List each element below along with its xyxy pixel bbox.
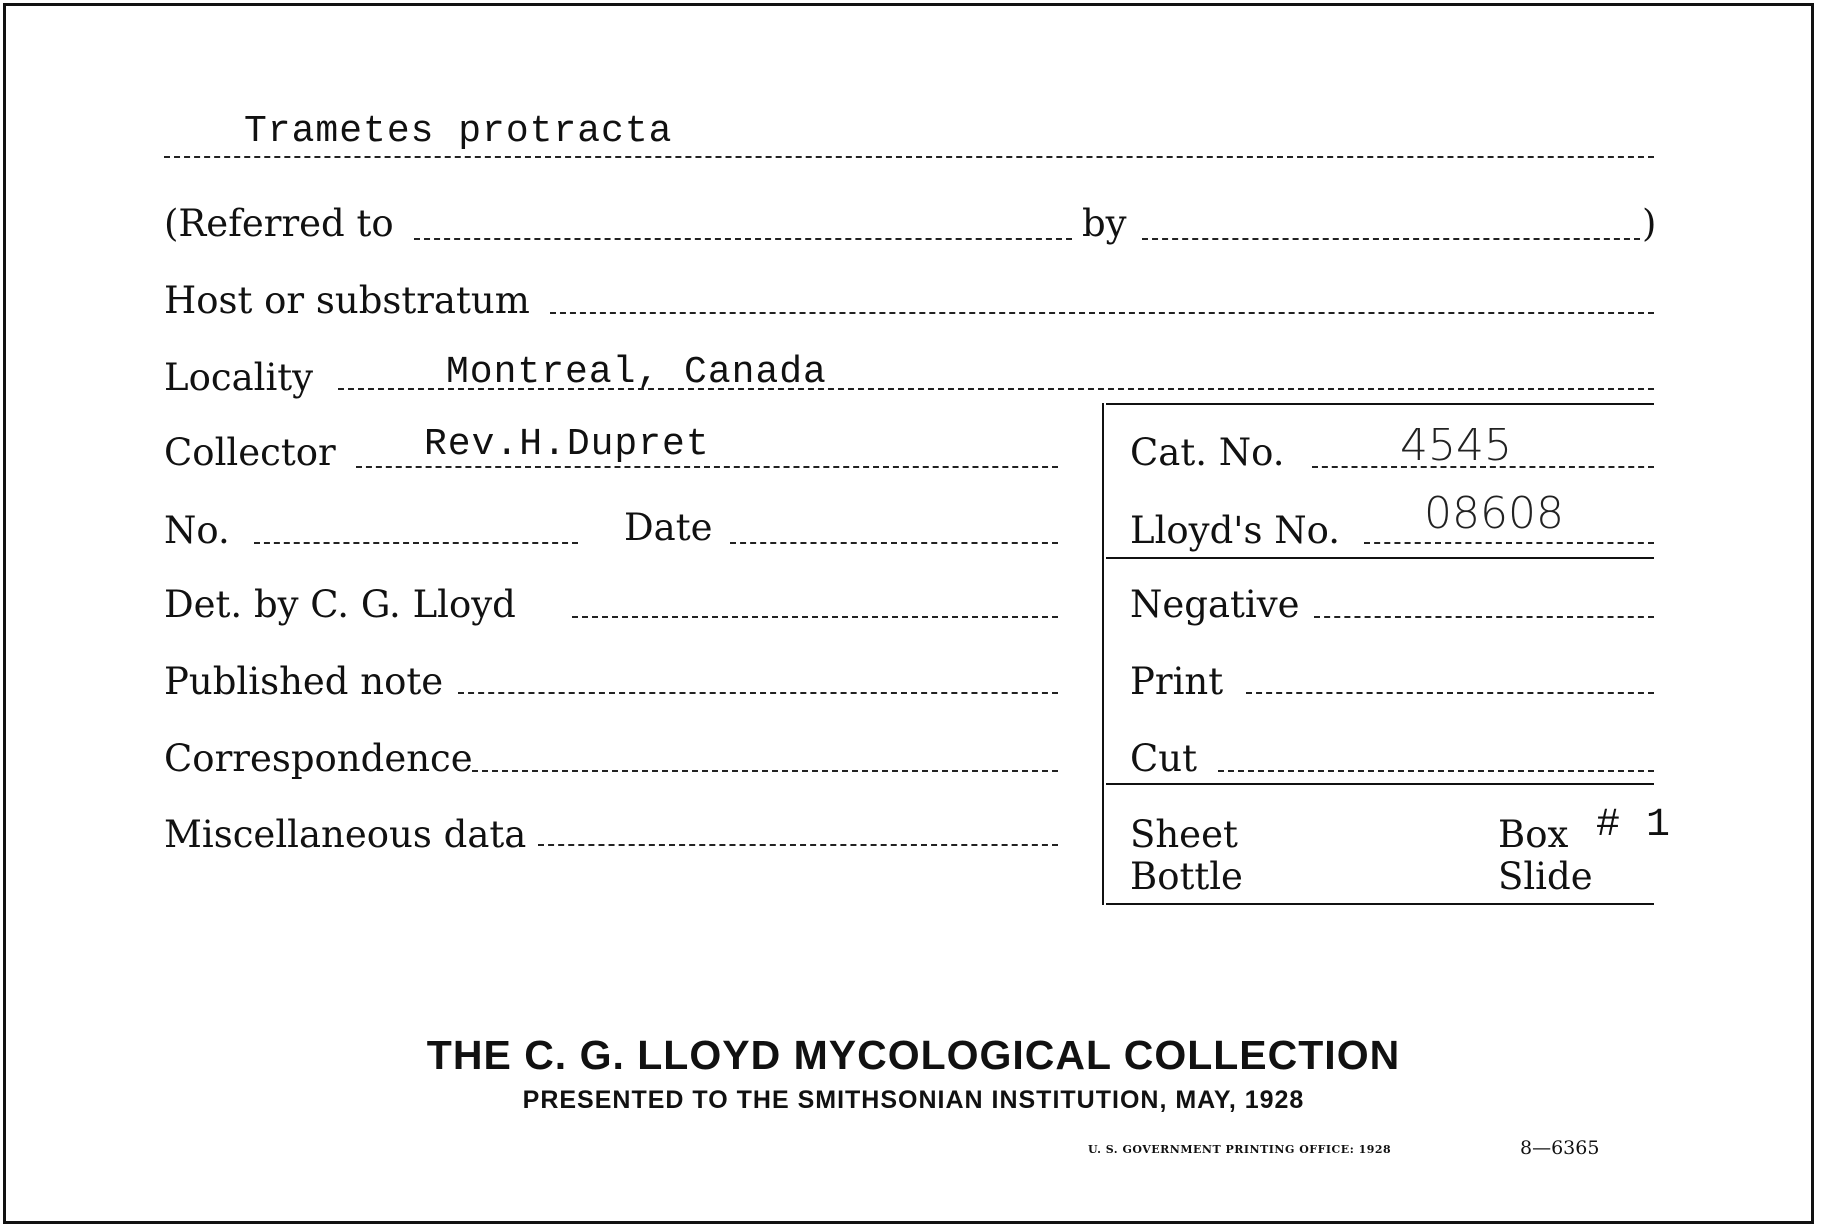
- negative-label: Negative: [1130, 583, 1300, 626]
- species-line: [164, 156, 1654, 158]
- lloyds-no-value: 08608: [1424, 488, 1564, 539]
- date-line: [730, 542, 1058, 544]
- collector-value: Rev.H.Dupret: [424, 423, 710, 466]
- right-box-top-rule: [1106, 403, 1654, 405]
- by-line: [1142, 238, 1640, 240]
- lloyds-no-line: [1364, 542, 1654, 544]
- sheet-label: Sheet: [1130, 813, 1238, 856]
- right-box-vertical-rule: [1102, 403, 1104, 905]
- locality-value: Montreal, Canada: [446, 351, 827, 394]
- cut-label: Cut: [1130, 737, 1198, 780]
- host-line: [550, 312, 1654, 314]
- cat-no-label: Cat. No.: [1130, 431, 1285, 474]
- lloyds-no-label: Lloyd's No.: [1130, 509, 1340, 552]
- misc-label: Miscellaneous data: [164, 813, 527, 856]
- locality-label: Locality: [164, 356, 314, 399]
- correspondence-label: Correspondence: [164, 737, 473, 780]
- form-number: 8—6365: [1520, 1137, 1600, 1159]
- date-label: Date: [624, 506, 713, 549]
- collector-label: Collector: [164, 431, 336, 474]
- collector-line: [356, 466, 1058, 468]
- cat-no-value: 4545: [1400, 420, 1512, 471]
- det-by-label: Det. by C. G. Lloyd: [164, 583, 516, 626]
- box-label: Box: [1498, 813, 1569, 856]
- negative-line: [1314, 616, 1654, 618]
- no-line: [254, 542, 578, 544]
- slide-label: Slide: [1498, 855, 1593, 898]
- published-note-line: [458, 692, 1058, 694]
- box-value: # 1: [1596, 803, 1672, 848]
- printer-note: U. S. GOVERNMENT PRINTING OFFICE: 1928: [1088, 1143, 1392, 1156]
- locality-line: [338, 388, 1654, 390]
- published-note-label: Published note: [164, 660, 444, 703]
- misc-line: [538, 844, 1058, 846]
- right-box-mid-rule-1: [1106, 557, 1654, 559]
- no-label: No.: [164, 509, 230, 552]
- det-by-line: [572, 616, 1058, 618]
- bottle-label: Bottle: [1130, 855, 1243, 898]
- right-box-bottom-rule: [1106, 903, 1654, 905]
- collection-subtitle: PRESENTED TO THE SMITHSONIAN INSTITUTION, MAY, 1928: [522, 1086, 1305, 1114]
- by-label: by: [1082, 202, 1127, 245]
- right-box-mid-rule-2: [1106, 783, 1654, 785]
- close-paren: ): [1642, 202, 1657, 245]
- referred-to-line: [414, 238, 1072, 240]
- species-name: Trametes protracta: [244, 110, 673, 153]
- cut-line: [1218, 770, 1654, 772]
- specimen-card: [3, 3, 1814, 1224]
- print-label: Print: [1130, 660, 1224, 703]
- host-label: Host or substratum: [164, 279, 530, 322]
- correspondence-line: [472, 770, 1058, 772]
- referred-to-label: (Referred to: [164, 202, 394, 245]
- cat-no-line: [1312, 466, 1654, 468]
- collection-title: THE C. G. LLOYD MYCOLOGICAL COLLECTION: [426, 1032, 1401, 1078]
- print-line: [1246, 692, 1654, 694]
